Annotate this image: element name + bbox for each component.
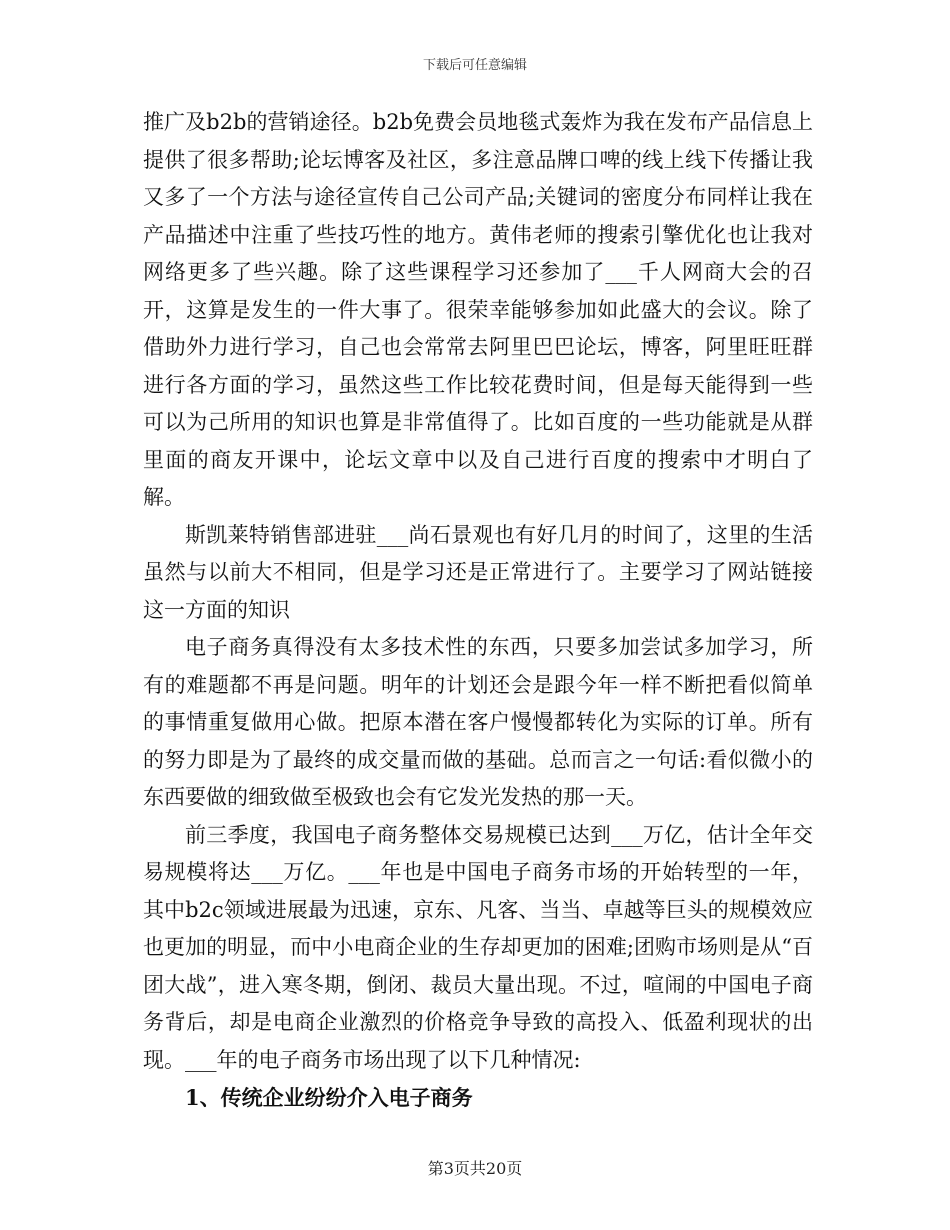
page-header: 下载后可任意编辑 — [422, 58, 527, 73]
paragraph-2: 斯凯莱特销售部进驻___尚石景观也有好几月的时间了，这里的生活虽然与以前大不相同，但是学习还是正常进行了。主要学习了网站链接这一方面的知识 — [143, 522, 813, 622]
document-body — [143, 104, 813, 1117]
paragraph-3: 电子商务真得没有太多技术性的东西，只要多加尝试多加学习，所有的难题都不再是问题。明年的计划还会是跟今年一样不断把看似简单的事情重复做用心做。把原本潜在客户慢慢都转化为实际的订单。所有的努力即是为了最终的成交量而做的基础。总而言之一句话:看似微小的东西要做的细致做至极致也会有它发光发热的那一天。 — [143, 635, 813, 809]
page-footer: 第3页共20页 — [427, 1159, 523, 1178]
section-heading: 1、传统企业纷纷介入电子商务 — [185, 1085, 473, 1110]
paragraph-4: 前三季度，我国电子商务整体交易规模已达到___万亿，估计全年交易规模将达___万亿。___年也是中国电子商务市场的开始转型的一年，其中b2c领域进展最为迅速，京东、凡客、当当、卓越等巨头的规模效应也更加的明显，而中小电商企业的生存却更加的困难;团购市场则是从“百团大战”，进入寒冬期，倒闭、裁员大量出现。不过，喧闹的中国电子商务背后，却是电商企业激烈的价格竞争导致的高投入、低盈利现状的出现。___年的电子商务市场出现了以下几种情况: — [143, 822, 813, 1072]
paragraph-1: 推广及b2b的营销途径。b2b免费会员地毯式轰炸为我在发布产品信息上提供了很多帮助;论坛博客及社区，多注意品牌口啤的线上线下传播让我又多了一个方法与途径宣传自己公司产品;关键词的密度分布同样让我在产品描述中注重了些技巧性的地方。黄伟老师的搜索引擎优化也让我对网络更多了些兴趣。除了这些课程学习还参加了___千人网商大会的召开，这算是发生的一件大事了。很荣幸能够参加如此盛大的会议。除了借助外力进行学习，自己也会常常去阿里巴巴论坛，博客，阿里旺旺群进行各方面的学习，虽然这些工作比较花费时间，但是每天能得到一些可以为己所用的知识也算是非常值得了。比如百度的一些功能就是从群里面的商友开课中，论坛文章中以及自己进行百度的搜索中才明白了解。 — [143, 110, 813, 509]
